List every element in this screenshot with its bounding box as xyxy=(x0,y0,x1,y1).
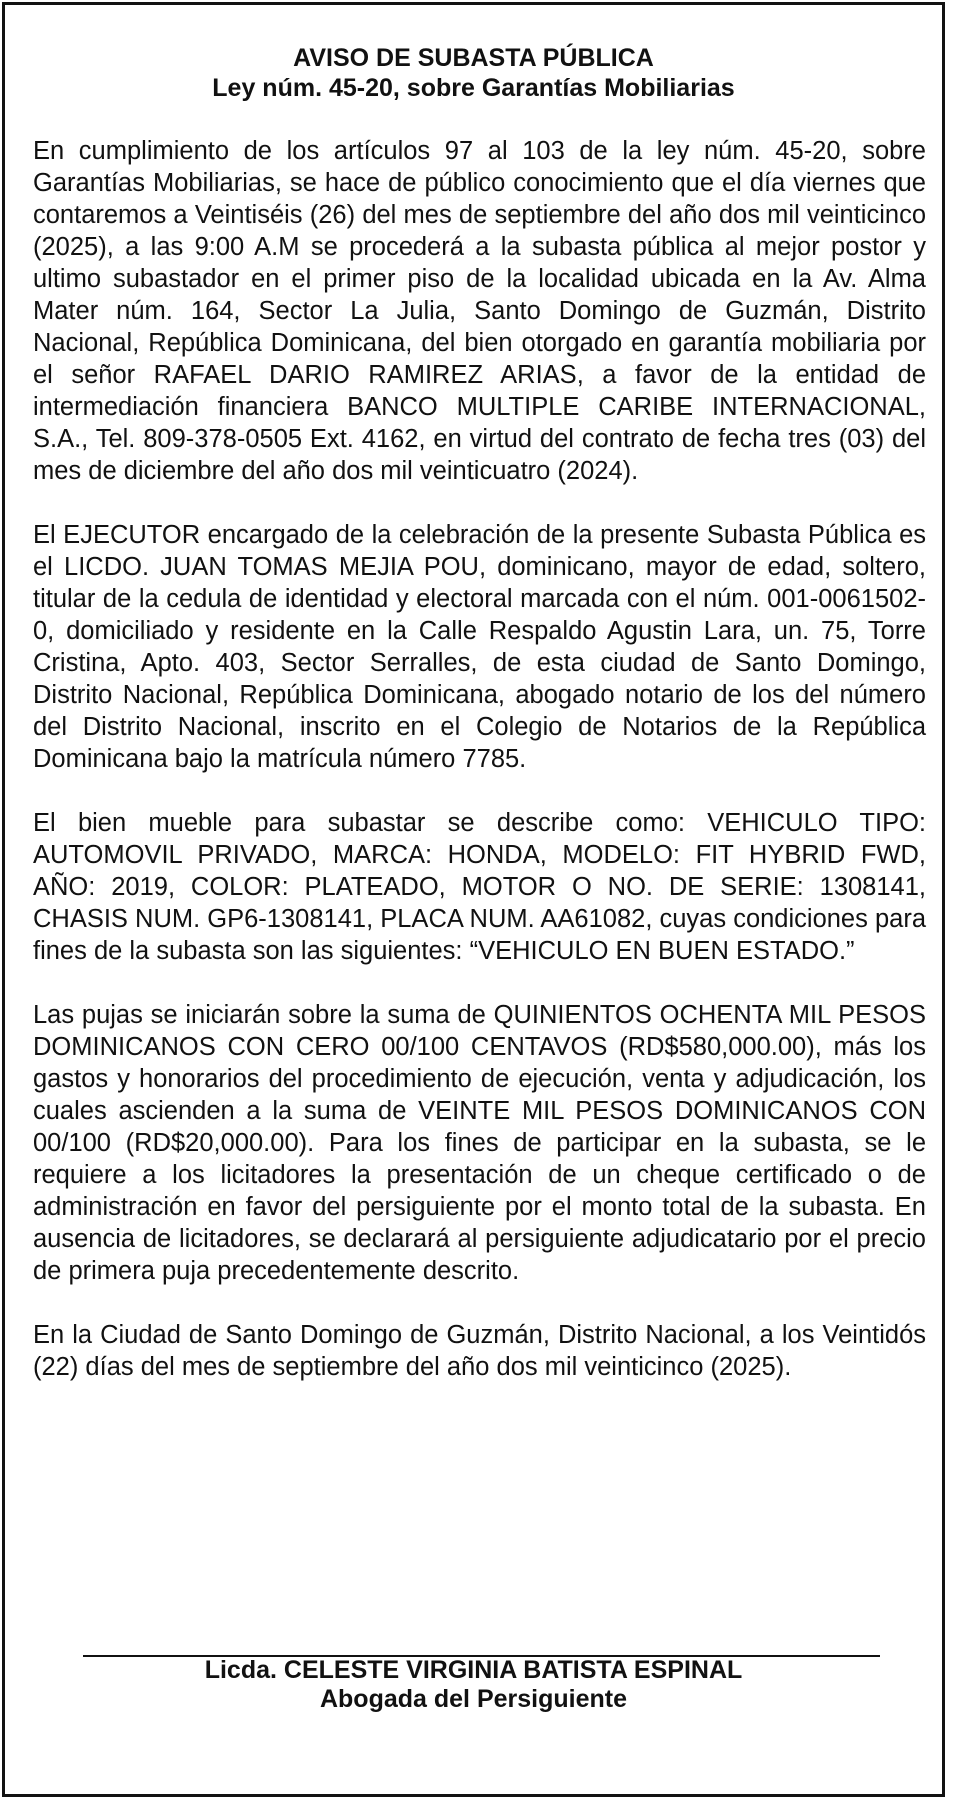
notice-title: AVISO DE SUBASTA PÚBLICA xyxy=(293,44,654,72)
notice-body xyxy=(33,135,926,1415)
notice-subtitle: Ley núm. 45-20, sobre Garantías Mobiliarias xyxy=(212,74,735,102)
paragraph-bidding-terms: Las pujas se iniciarán sobre la suma de QUINIENTOS OCHENTA MIL PESOS DOMINICANOS CON CERO 00/100 CENTAVOS (RD$580,000.00), más los gastos y honorarios del procedimiento de ejecución, venta y adjudicación, los cuales ascienden a la suma de VEINTE MIL PESOS DOMINICANOS CON 00/100 (RD$20,000.00). Para los fines de participar en la subasta, se le requiere a los licitadores la presentación de un cheque certificado o de administración en favor del persiguiente por el monto total de la subasta. En ausencia de licitadores, se declarará al persiguiente adjudicatario por el precio de primera puja precedentemente descrito. xyxy=(33,1001,926,1285)
signatory-role: Abogada del Persiguiente xyxy=(319,1685,627,1713)
paragraph-place-and-date: En la Ciudad de Santo Domingo de Guzmán, Distrito Nacional, a los Veintidós (22) días del mes de septiembre del año dos mil veinticinco (2025). xyxy=(33,1321,926,1381)
public-auction-notice xyxy=(2,2,945,1797)
signatory-name: Licda. CELESTE VIRGINIA BATISTA ESPINAL xyxy=(204,1656,743,1684)
paragraph-vehicle-description: El bien mueble para subastar se describe como: VEHICULO TIPO: AUTOMOVIL PRIVADO, MARCA: HONDA, MODELO: FIT HYBRID FWD, AÑO: 2019, COLOR: PLATEADO, MOTOR O NO. DE SERIE: 1308141, CHASIS NUM. GP6-1308141, PLACA NUM. AA61082, cuyas condiciones para fines de la subasta son las siguientes: “VEHICULO EN BUEN ESTADO.” xyxy=(33,809,926,965)
paragraph-auction-date: En cumplimiento de los artículos 97 al 103 de la ley núm. 45-20, sobre Garantías Mobiliarias, se hace de público conocimiento que el día viernes que contaremos a Veintiséis (26) del mes de septiembre del año dos mil veinticinco (2025), a las 9:00 A.M se procederá a la subasta pública al mejor postor y ultimo subastador en el primer piso de la localidad ubicada en la Av. Alma Mater núm. 164, Sector La Julia, Santo Domingo de Guzmán, Distrito Nacional, República Dominicana, del bien otorgado en garantía mobiliaria por el señor RAFAEL DARIO RAMIREZ ARIAS, a favor de la entidad de intermediación financiera BANCO MULTIPLE CARIBE INTERNACIONAL, S.A., Tel. 809-378-0505 Ext. 4162, en virtud del contrato de fecha tres (03) del mes de diciembre del año dos mil veinticuatro (2024). xyxy=(33,137,926,485)
paragraph-executor: El EJECUTOR encargado de la celebración de la presente Subasta Pública es el LICDO. JUAN TOMAS MEJIA POU, dominicano, mayor de edad, soltero, titular de la cedula de identidad y electoral marcada con el núm. 001-0061502-0, domiciliado y residente en la Calle Respaldo Agustin Lara, un. 75, Torre Cristina, Apto. 403, Sector Serralles, de esta ciudad de Santo Domingo, Distrito Nacional, República Dominicana, abogado notario de los del número del Distrito Nacional, inscrito en el Colegio de Notarios de la República Dominicana bajo la matrícula número 7785. xyxy=(33,521,926,773)
signature-block xyxy=(5,1656,942,1714)
notice-header xyxy=(5,43,942,103)
